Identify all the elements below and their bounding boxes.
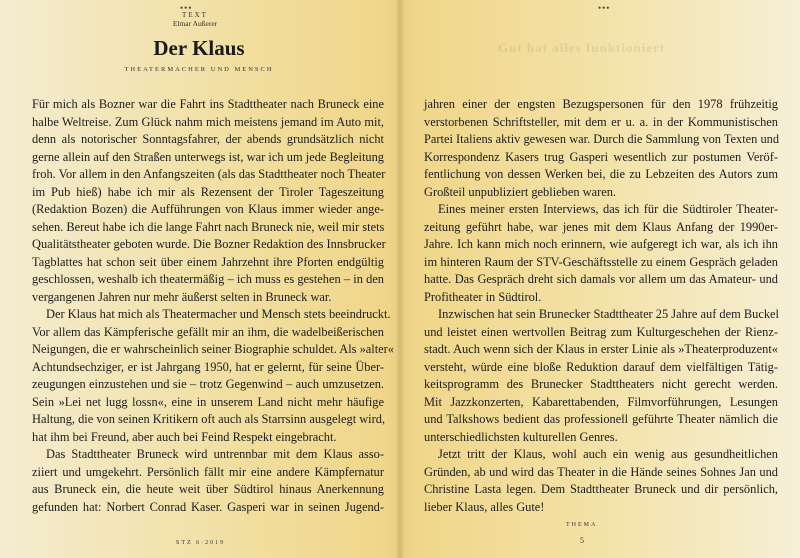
text-line: Achtundsechziger, er ist Jahrgang 1950, hat er gelernt, für seine Über- xyxy=(32,359,384,374)
article-title: Der Klaus xyxy=(153,36,245,60)
text-line: vergangenen Jahren nur mehr äußerst selten in Bruneck war. xyxy=(32,289,332,304)
text-line: Der Klaus hat mich als Theatermacher und Mensch stets beeindruckt. xyxy=(46,307,391,321)
text-line: (Redaktion Bozen) die Aufführungen von Klaus immer wieder ange- xyxy=(32,202,384,216)
text-line: Profitheater in Südtirol. xyxy=(424,289,542,304)
section-label: TEXT xyxy=(182,11,208,19)
text-line: Für mich als Bozner war die Fahrt ins Stadttheater nach Bruneck eine xyxy=(32,97,384,111)
text-line: ziiert und umgekehrt. Persönlich fällt mir eine andere Kämpfernatur xyxy=(32,464,384,479)
text-line: geschlossen, weshalb ich theatermäßig – ich muss es gestehen – in den xyxy=(32,272,384,286)
header-ornament: ••• xyxy=(180,3,193,13)
text-line: Qualitätstheater geboten wurde. Die Bozner Redaktion des Innsbrucker xyxy=(32,237,386,251)
text-line: im Pub hieß) habe ich mir als Rezensent der Tiroler Tageszeitung xyxy=(32,184,384,199)
article-subtitle: THEATERMACHER UND MENSCH xyxy=(124,66,274,73)
text-line: Partei Italiens aktiv gewesen war. Durch die Sammlung von Texten und xyxy=(424,132,780,146)
text-line: hatte. Das Gespräch dreht sich damals vor allem um das Amateur- und xyxy=(424,272,778,286)
text-line: fentlichung von dessen Werken bei, die zu Lebzeiten des Autors zum xyxy=(424,167,778,181)
issue-footer: STZ 6·2019 xyxy=(176,540,226,546)
text-line: lieber Klaus, alles Gute! xyxy=(424,499,545,514)
text-line: gefunden hat: Norbert Conrad Kaser. Gasperi war in seinen Jugend- xyxy=(32,499,384,514)
text-line: unterschiedlichsten kulturellen Genres. xyxy=(424,429,618,444)
text-line: Haltung, die von seinen Kritikern oft auch als Starrsinn ausgelegt wird, xyxy=(32,412,386,426)
author-name: Elmar Außerer xyxy=(172,19,218,28)
left-page xyxy=(0,0,398,558)
text-line: gerne allein auf den Straßen unterwegs ist, war ich um jede Begleitung xyxy=(32,149,384,164)
text-line: Mit Jazzkonzerten, Kabarettabenden, Filmvorführungen, Lesungen xyxy=(424,394,778,409)
text-line: Neigungen, die er wahrscheinlich seiner Biographie schuldet. Als »alter« xyxy=(32,342,394,356)
text-line: zeitung geführt habe, war jenes mit dem Klaus Anfang der 1990er- xyxy=(424,219,778,234)
text-line: Jetzt tritt der Klaus, wohl auch ein wenig aus gesundheitlichen xyxy=(438,447,778,461)
text-line: jahren einer der engsten Bezugspersonen für den 1978 frühzeitig xyxy=(424,97,778,111)
text-line: denn als notorischer Sonntagsfahrer, der abends grundsätzlich nicht xyxy=(32,132,384,146)
text-line: Das Stadttheater Bruneck wird untrennbar mit dem Klaus asso- xyxy=(46,447,384,461)
text-line: Eines meiner ersten Interviews, das ich für die Südtiroler Theater- xyxy=(438,202,778,216)
text-line: Tagblattes hat schon seit über einem Jahrzehnt ihre Pforten endgültig xyxy=(32,254,384,269)
text-line: und Talkshows bedient das professionell geführte Theater nämlich die xyxy=(424,412,778,426)
text-line: Sein »Lei net lugg lossn«, eine in unserem Land nicht mehr häufige xyxy=(32,394,384,409)
text-line: aus Bruneck ein, die heute weit über Südtirol hinaus Anerkennung xyxy=(32,482,384,496)
text-line: Großteil unpubliziert geblieben waren. xyxy=(424,184,616,199)
page-number: 5 xyxy=(580,536,584,545)
text-line: im hinteren Raum der STV-Geschäftsstelle zu einem Gespräch geladen xyxy=(424,254,778,269)
text-line: Christine Lasta legen. Dem Stadttheater Bruneck und dir persönlich, xyxy=(424,482,778,496)
text-line: hat ihm bei Freund, aber auch bei Feind Respekt eingebracht. xyxy=(32,429,337,444)
text-line: Korrespondenz Kasers trug Gasperi wesentlich zur postumen Veröf- xyxy=(424,149,778,164)
left-column-text xyxy=(32,96,394,516)
show-through-headline: Gut hat alles funktioniert xyxy=(498,40,666,55)
text-line: und leistet einen wertvollen Beitrag zum Kulturgeschehen der Rienz- xyxy=(424,324,778,339)
text-line: Jahre. Ich kann mich noch erinnern, wie aufgeregt ich war, als ich ihn xyxy=(424,237,778,251)
text-line: keitsprogramm des Brunecker Stadttheaters nicht gerecht werden. xyxy=(424,377,778,391)
text-line: halbe Weltreise. Zum Glück nahm mich meistens jemand im Auto mit, xyxy=(32,114,384,129)
text-line: sehen. Bereut habe ich die lange Fahrt nach Bruneck nie, weil mir stets xyxy=(32,219,385,234)
right-page xyxy=(402,0,800,558)
text-line: stadt. Auch wenn sich der Klaus in erster Linie als »Theaterproduzent« xyxy=(424,342,778,356)
header-ornament: ••• xyxy=(598,3,611,13)
text-line: froh. Vor allem in den Anfangszeiten (als das Stadttheater noch Theater xyxy=(32,167,386,181)
text-line: Inzwischen hat sein Brunecker Stadttheater 25 Jahre auf dem Buckel xyxy=(438,307,779,321)
text-line: verstorbenen Schriftsteller, mit dem er u. a. in der Kommunistischen xyxy=(424,114,778,129)
text-line: zeugungen einzustehen und sie – trotz Gegenwind – auch umzusetzen. xyxy=(32,377,384,391)
text-line: Gründen, ab und wird das Theater in die Hände seines Sohnes Jan und xyxy=(424,464,778,479)
right-column-text xyxy=(424,96,778,516)
text-line: versteht, würde eine bloße Reduktion darauf dem vielfältigen Tätig- xyxy=(424,359,778,374)
text-line: Vor allem das Kämpferische gefällt mir an ihm, die wadelbeißerischen xyxy=(32,324,384,339)
section-footer: THEMA xyxy=(566,522,598,528)
